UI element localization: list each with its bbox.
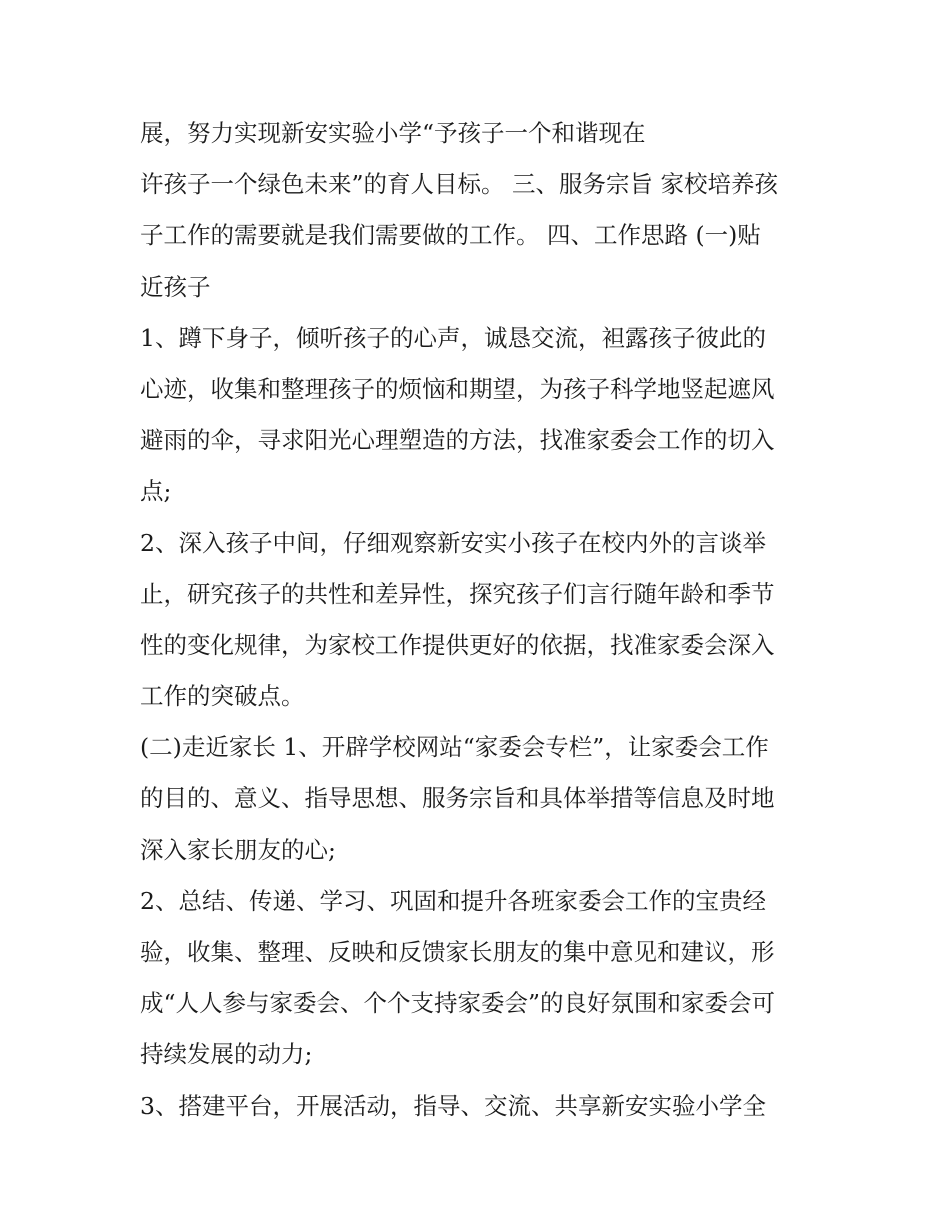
text-line: 子工作的需要就是我们需要做的工作。 四、工作思路 (一)贴 (140, 221, 761, 250)
text-line: 2、深入孩子中间，仔细观察新安实小孩子在校内外的言谈举 (140, 528, 766, 557)
text-line: 点; (140, 477, 172, 506)
text-line: 心迹，收集和整理孩子的烦恼和期望，为孩子科学地竖起遮风 (140, 374, 775, 403)
text-line: (二)走近家长 1、开辟学校网站“家委会专栏”，让家委会工作 (140, 733, 769, 762)
text-line: 性的变化规律，为家校工作提供更好的依据，找准家委会深入 (140, 630, 775, 659)
text-line: 持续发展的动力; (140, 1040, 313, 1069)
text-line: 工作的突破点。 (140, 682, 305, 711)
text-line: 深入家长朋友的心; (140, 835, 336, 864)
text-line: 验，收集、整理、反映和反馈家长朋友的集中意见和建议，形 (140, 938, 775, 966)
text-line: 的目的、意义、指导思想、服务宗旨和具体举措等信息及时地 (140, 784, 775, 813)
text-line: 许孩子一个绿色未来”的育人目标。 三、服务宗旨 家校培养孩 (140, 170, 778, 199)
text-line: 3、搭建平台，开展活动，指导、交流、共享新安实验小学全 (140, 1091, 766, 1120)
text-line: 2、总结、传递、学习、巩固和提升各班家委会工作的宝贵经 (140, 886, 766, 915)
text-line: 近孩子 (140, 272, 211, 301)
text-line: 展，努力实现新安实验小学“予孩子一个和谐现在 (140, 119, 646, 147)
text-line: 避雨的伞，寻求阳光心理塑造的方法，找准家委会工作的切入 (140, 426, 775, 455)
document-body (140, 108, 820, 1132)
text-line: 止，研究孩子的共性和差异性，探究孩子们言行随年龄和季节 (140, 579, 775, 608)
text-line: 成“人人参与家委会、个个支持家委会”的良好氛围和家委会可 (140, 989, 776, 1018)
text-line: 1、蹲下身子，倾听孩子的心声，诚恳交流，袒露孩子彼此的 (140, 323, 766, 352)
